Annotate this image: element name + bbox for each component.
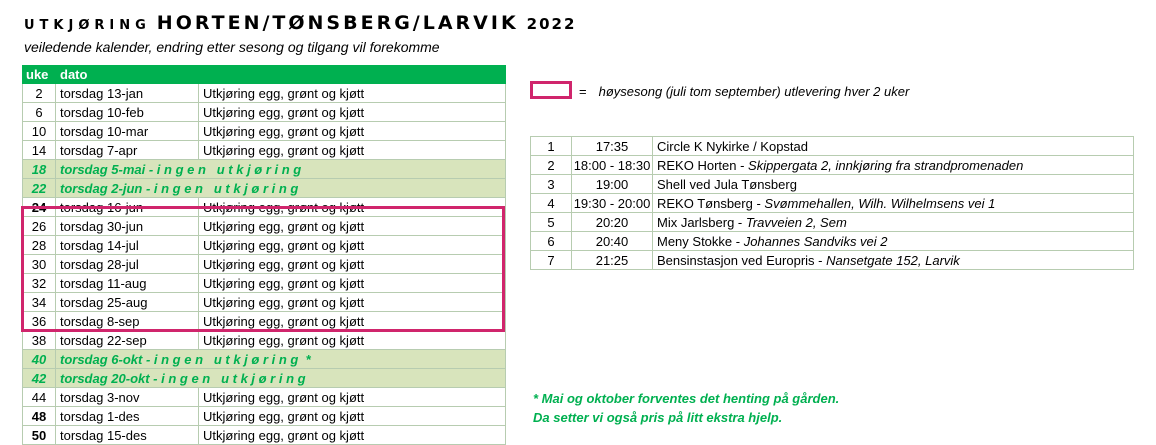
date-cell: torsdag 30-jun <box>56 217 199 236</box>
stop-location <box>653 175 1134 194</box>
table-row <box>23 84 506 103</box>
stop-address: Nansetgate 152, Larvik <box>826 252 960 268</box>
week-cell: 32 <box>23 274 56 293</box>
stop-number: 3 <box>531 175 572 194</box>
route-row <box>531 137 1134 156</box>
table-row <box>23 331 506 350</box>
table-row <box>23 103 506 122</box>
table-row <box>23 160 506 179</box>
stop-location <box>653 213 1134 232</box>
description-cell: Utkjøring egg, grønt og kjøtt <box>199 293 506 312</box>
stop-place: Bensinstasjon ved Europris - <box>657 252 827 268</box>
title-year: 2022 <box>526 15 577 33</box>
description-cell: Utkjøring egg, grønt og kjøtt <box>199 331 506 350</box>
date-cell: torsdag 15-des <box>56 426 199 445</box>
stop-place: REKO Horten - <box>657 157 749 173</box>
page-subtitle: veiledende kalender, endring etter sesong og tilgang vil forekomme <box>24 39 440 55</box>
description-cell: Utkjøring egg, grønt og kjøtt <box>199 388 506 407</box>
week-cell: 2 <box>23 84 56 103</box>
route-row <box>531 213 1134 232</box>
stop-number: 2 <box>531 156 572 175</box>
stop-time: 21:25 <box>572 251 653 270</box>
date-cell: torsdag 6-okt - i n g e n u t k j ø r i n g * <box>56 350 506 369</box>
week-cell: 34 <box>23 293 56 312</box>
description-cell: Utkjøring egg, grønt og kjøtt <box>199 274 506 293</box>
stop-place: REKO Tønsberg - <box>657 195 765 211</box>
week-cell: 26 <box>23 217 56 236</box>
date-cell: torsdag 1-des <box>56 407 199 426</box>
date-cell: torsdag 16-jun <box>56 198 199 217</box>
week-cell: 30 <box>23 255 56 274</box>
table-row <box>23 293 506 312</box>
date-cell: torsdag 2-jun - i n g e n u t k j ø r i n g <box>56 179 506 198</box>
page-title <box>24 12 576 34</box>
date-cell: torsdag 14-jul <box>56 236 199 255</box>
footnote-line-1: * Mai og oktober forventes det henting på gården. <box>533 391 840 406</box>
table-row <box>23 407 506 426</box>
title-main: HORTEN/TØNSBERG/LARVIK <box>156 12 519 34</box>
table-row <box>23 122 506 141</box>
schedule-table <box>22 65 506 445</box>
date-cell: torsdag 10-mar <box>56 122 199 141</box>
week-cell: 24 <box>23 198 56 217</box>
route-row <box>531 232 1134 251</box>
table-row <box>23 426 506 445</box>
date-cell: torsdag 25-aug <box>56 293 199 312</box>
stop-location <box>653 156 1134 175</box>
table-row <box>23 274 506 293</box>
description-cell: Utkjøring egg, grønt og kjøtt <box>199 426 506 445</box>
route-row <box>531 156 1134 175</box>
week-cell: 28 <box>23 236 56 255</box>
week-cell: 38 <box>23 331 56 350</box>
week-cell: 48 <box>23 407 56 426</box>
stop-number: 4 <box>531 194 572 213</box>
stop-number: 7 <box>531 251 572 270</box>
date-cell: torsdag 5-mai - i n g e n u t k j ø r i n g <box>56 160 506 179</box>
week-cell: 18 <box>23 160 56 179</box>
description-cell: Utkjøring egg, grønt og kjøtt <box>199 103 506 122</box>
week-cell: 10 <box>23 122 56 141</box>
week-cell: 22 <box>23 179 56 198</box>
date-cell: torsdag 22-sep <box>56 331 199 350</box>
table-row <box>23 217 506 236</box>
route-table <box>530 136 1134 270</box>
week-cell: 50 <box>23 426 56 445</box>
description-cell: Utkjøring egg, grønt og kjøtt <box>199 217 506 236</box>
column-header-week: uke <box>23 66 56 84</box>
stop-time: 17:35 <box>572 137 653 156</box>
stop-location <box>653 194 1134 213</box>
route-row <box>531 251 1134 270</box>
description-cell: Utkjøring egg, grønt og kjøtt <box>199 84 506 103</box>
date-cell: torsdag 3-nov <box>56 388 199 407</box>
date-cell: torsdag 20-okt - i n g e n u t k j ø r i n g <box>56 369 506 388</box>
route-row <box>531 194 1134 213</box>
description-cell: Utkjøring egg, grønt og kjøtt <box>199 236 506 255</box>
date-cell: torsdag 7-apr <box>56 141 199 160</box>
stop-location <box>653 251 1134 270</box>
stop-address: Travveien 2, Sem <box>745 214 847 230</box>
date-cell: torsdag 13-jan <box>56 84 199 103</box>
legend-equals: = <box>579 84 587 99</box>
week-cell: 40 <box>23 350 56 369</box>
stop-number: 5 <box>531 213 572 232</box>
date-cell: torsdag 11-aug <box>56 274 199 293</box>
stop-place: Circle K Nykirke / Kopstad <box>657 138 808 154</box>
description-cell: Utkjøring egg, grønt og kjøtt <box>199 407 506 426</box>
stop-number: 1 <box>531 137 572 156</box>
column-header-date: dato <box>56 66 506 84</box>
week-cell: 44 <box>23 388 56 407</box>
description-cell: Utkjøring egg, grønt og kjøtt <box>199 255 506 274</box>
table-row <box>23 312 506 331</box>
table-row <box>23 388 506 407</box>
title-prefix: UTKJØRING <box>24 18 151 33</box>
week-cell: 42 <box>23 369 56 388</box>
stop-location <box>653 232 1134 251</box>
legend-text: høysesong (juli tom september) utlevering hver 2 uker <box>598 84 910 99</box>
footnote <box>533 389 839 427</box>
table-row <box>23 255 506 274</box>
legend-swatch <box>530 81 572 99</box>
table-row <box>23 179 506 198</box>
description-cell: Utkjøring egg, grønt og kjøtt <box>199 122 506 141</box>
description-cell: Utkjøring egg, grønt og kjøtt <box>199 312 506 331</box>
table-row <box>23 198 506 217</box>
table-row <box>23 236 506 255</box>
legend <box>579 84 909 99</box>
description-cell: Utkjøring egg, grønt og kjøtt <box>199 141 506 160</box>
stop-place: Mix Jarlsberg - <box>657 214 746 230</box>
stop-place: Shell ved Jula Tønsberg <box>657 176 797 192</box>
description-cell: Utkjøring egg, grønt og kjøtt <box>199 198 506 217</box>
stop-address: Johannes Sandviks vei 2 <box>743 233 888 249</box>
week-cell: 36 <box>23 312 56 331</box>
date-cell: torsdag 28-jul <box>56 255 199 274</box>
footnote-line-2: Da setter vi også pris på litt ekstra hjelp. <box>533 410 783 425</box>
stop-location <box>653 137 1134 156</box>
stop-time: 18:00 - 18:30 <box>572 156 653 175</box>
week-cell: 14 <box>23 141 56 160</box>
stop-time: 20:40 <box>572 232 653 251</box>
stop-place: Meny Stokke - <box>657 233 744 249</box>
stop-number: 6 <box>531 232 572 251</box>
date-cell: torsdag 8-sep <box>56 312 199 331</box>
stop-time: 19:30 - 20:00 <box>572 194 653 213</box>
date-cell: torsdag 10-feb <box>56 103 199 122</box>
stop-time: 19:00 <box>572 175 653 194</box>
stop-time: 20:20 <box>572 213 653 232</box>
stop-address: Skippergata 2, innkjøring fra strandpromenaden <box>748 157 1024 173</box>
table-row <box>23 141 506 160</box>
schedule-header-row <box>23 66 506 84</box>
table-row <box>23 369 506 388</box>
route-row <box>531 175 1134 194</box>
week-cell: 6 <box>23 103 56 122</box>
table-row <box>23 350 506 369</box>
stop-address: Svømmehallen, Wilh. Wilhelmsens vei 1 <box>764 195 996 211</box>
